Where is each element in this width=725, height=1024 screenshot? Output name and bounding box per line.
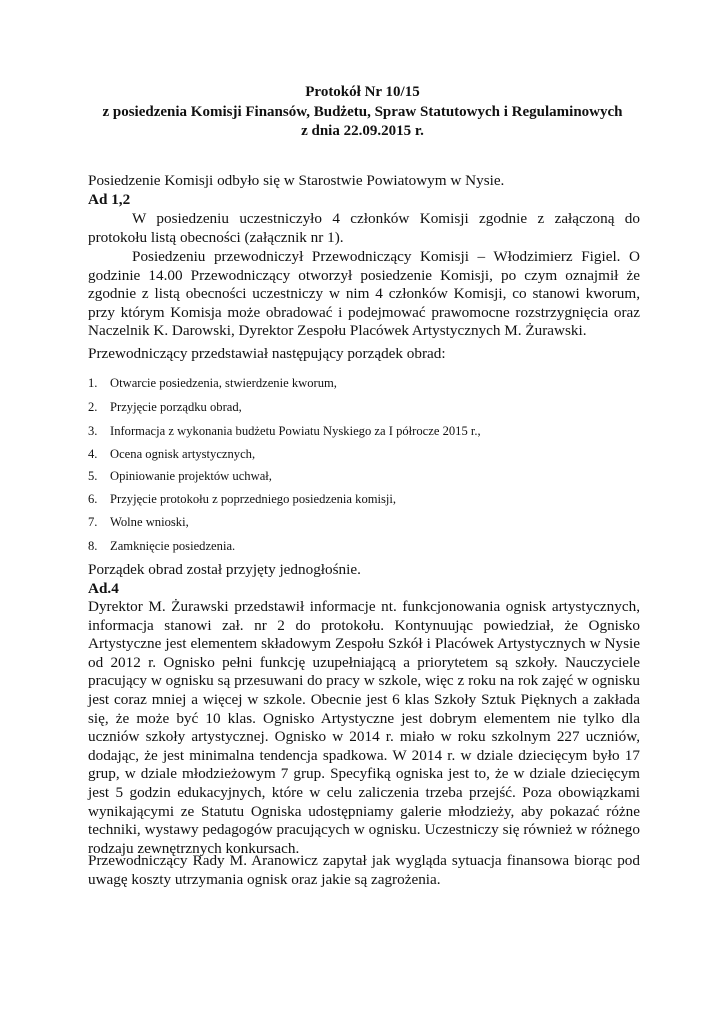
agenda-accepted: Porządek obrad został przyjęty jednogłośnie. xyxy=(88,561,361,578)
agenda-item-text: Opiniowanie projektów uchwał, xyxy=(110,469,272,483)
agenda-item-text: Wolne wnioski, xyxy=(110,515,189,529)
agenda-item-text: Przyjęcie porządku obrad, xyxy=(110,400,242,414)
agenda-item xyxy=(88,447,255,462)
agenda-item-number: 3. xyxy=(88,424,98,438)
attendance-paragraph: W posiedzeniu uczestniczyło 4 członków Komisji zgodnie z załączoną do protokołu listą obecności (załącznik nr 1). xyxy=(88,210,640,246)
agenda-item-number: 5. xyxy=(88,469,98,483)
agenda-item-text: Przyjęcie protokołu z poprzedniego posiedzenia komisji, xyxy=(110,492,397,506)
agenda-item-text: Ocena ognisk artystycznych, xyxy=(110,447,256,461)
protocol-subtitle: z posiedzenia Komisji Finansów, Budżetu, Spraw Statutowych i Regulaminowych xyxy=(102,104,623,120)
protocol-title: Protokół Nr 10/15 xyxy=(305,84,420,100)
question-paragraph: Przewodniczący Rady M. Aranowicz zapytał jak wygląda sytuacja finansowa biorąc pod uwagę koszty utrzymania ognisk oraz jakie są zagrożenia. xyxy=(88,852,640,888)
agenda-item-number: 6. xyxy=(88,492,98,506)
agenda-intro: Przewodniczący przedstawiał następujący porządek obrad: xyxy=(88,345,446,362)
ad4-paragraph: Dyrektor M. Żurawski przedstawił informacje nt. funkcjonowania ognisk artystycznych, informacja stanowi zał. nr 2 do protokołu. Kontynuując powiedział, że Ognisko Artystyczne jest elementem składowym Zespołu Szkół i Placówek Artystycznych w Nysie od 2012 r. Ognisko pełni funkcję uzupełniającą a priorytetem są szkoły. Nauczyciele pracujący w ognisku są przesuwani do pracy w szkole, więc z roku na rok zajęć w ognisku jest coraz mniej a więcej w szkole. Obecnie jest 6 klas Szkoły Sztuk Pięknych a zakłada się, że może być 10 klas. Ognisko Artystyczne jest dobrym elementem nie tylko dla uczniów szkoły artystycznej. Ognisko w 2014 r. miało w roku szkolnym 227 uczniów, dodając, że jest minimalna tendencja spadkowa. W 2014 r. w dziale dziecięcym było 17 grup, w dziale młodzieżowym 7 grup. Specyfiką ogniska jest to, że w dziale dziecięcym jest 5 godzin edukacyjnych, które w celu zaliczenia trzeba przejść. Poza obowiązkami wynikającymi ze Statutu Ogniska udostępniamy galerie młodzieży, aby pokazać różne techniki, wystawy pedagogów pracujących w ognisku. Uczestniczy się również w różnego rodzaju zewnętrznych konkursach. xyxy=(88,598,640,857)
agenda-item xyxy=(88,515,189,530)
agenda-item-number: 1. xyxy=(88,376,98,390)
agenda-item-number: 4. xyxy=(88,447,98,461)
agenda-item xyxy=(88,400,242,415)
agenda-item-number: 7. xyxy=(88,515,98,529)
agenda-item-text: Zamknięcie posiedzenia. xyxy=(110,539,236,553)
section-heading-ad4: Ad.4 xyxy=(88,580,119,597)
agenda-item-text: Otwarcie posiedzenia, stwierdzenie kworum, xyxy=(110,376,337,390)
agenda-item-text: Informacja z wykonania budżetu Powiatu Nyskiego za I półrocze 2015 r., xyxy=(110,424,481,438)
agenda-item xyxy=(88,539,235,554)
intro-paragraph: Posiedzenie Komisji odbyło się w Starostwie Powiatowym w Nysie. xyxy=(88,172,505,189)
agenda-item xyxy=(88,492,396,507)
protocol-date: z dnia 22.09.2015 r. xyxy=(301,123,424,139)
section-heading-ad12: Ad 1,2 xyxy=(88,191,131,208)
agenda-item-number: 2. xyxy=(88,400,98,414)
agenda-item xyxy=(88,376,337,391)
chair-paragraph: Posiedzeniu przewodniczył Przewodniczący Komisji – Włodzimierz Figiel. O godzinie 14.00 Przewodniczący otworzył posiedzenie Komisji, po czym oznajmił że zgodnie z listą obecności uczestniczy w nim 4 członków Komisji, co stanowi kworum, przy którym Komisja może obradować i podejmować prawomocne rozstrzygnięcia oraz Naczelnik K. Darowski, Dyrektor Zespołu Placówek Artystycznych M. Żurawski. xyxy=(88,248,640,340)
agenda-item xyxy=(88,424,481,439)
agenda-item xyxy=(88,469,272,484)
agenda-item-number: 8. xyxy=(88,539,98,553)
